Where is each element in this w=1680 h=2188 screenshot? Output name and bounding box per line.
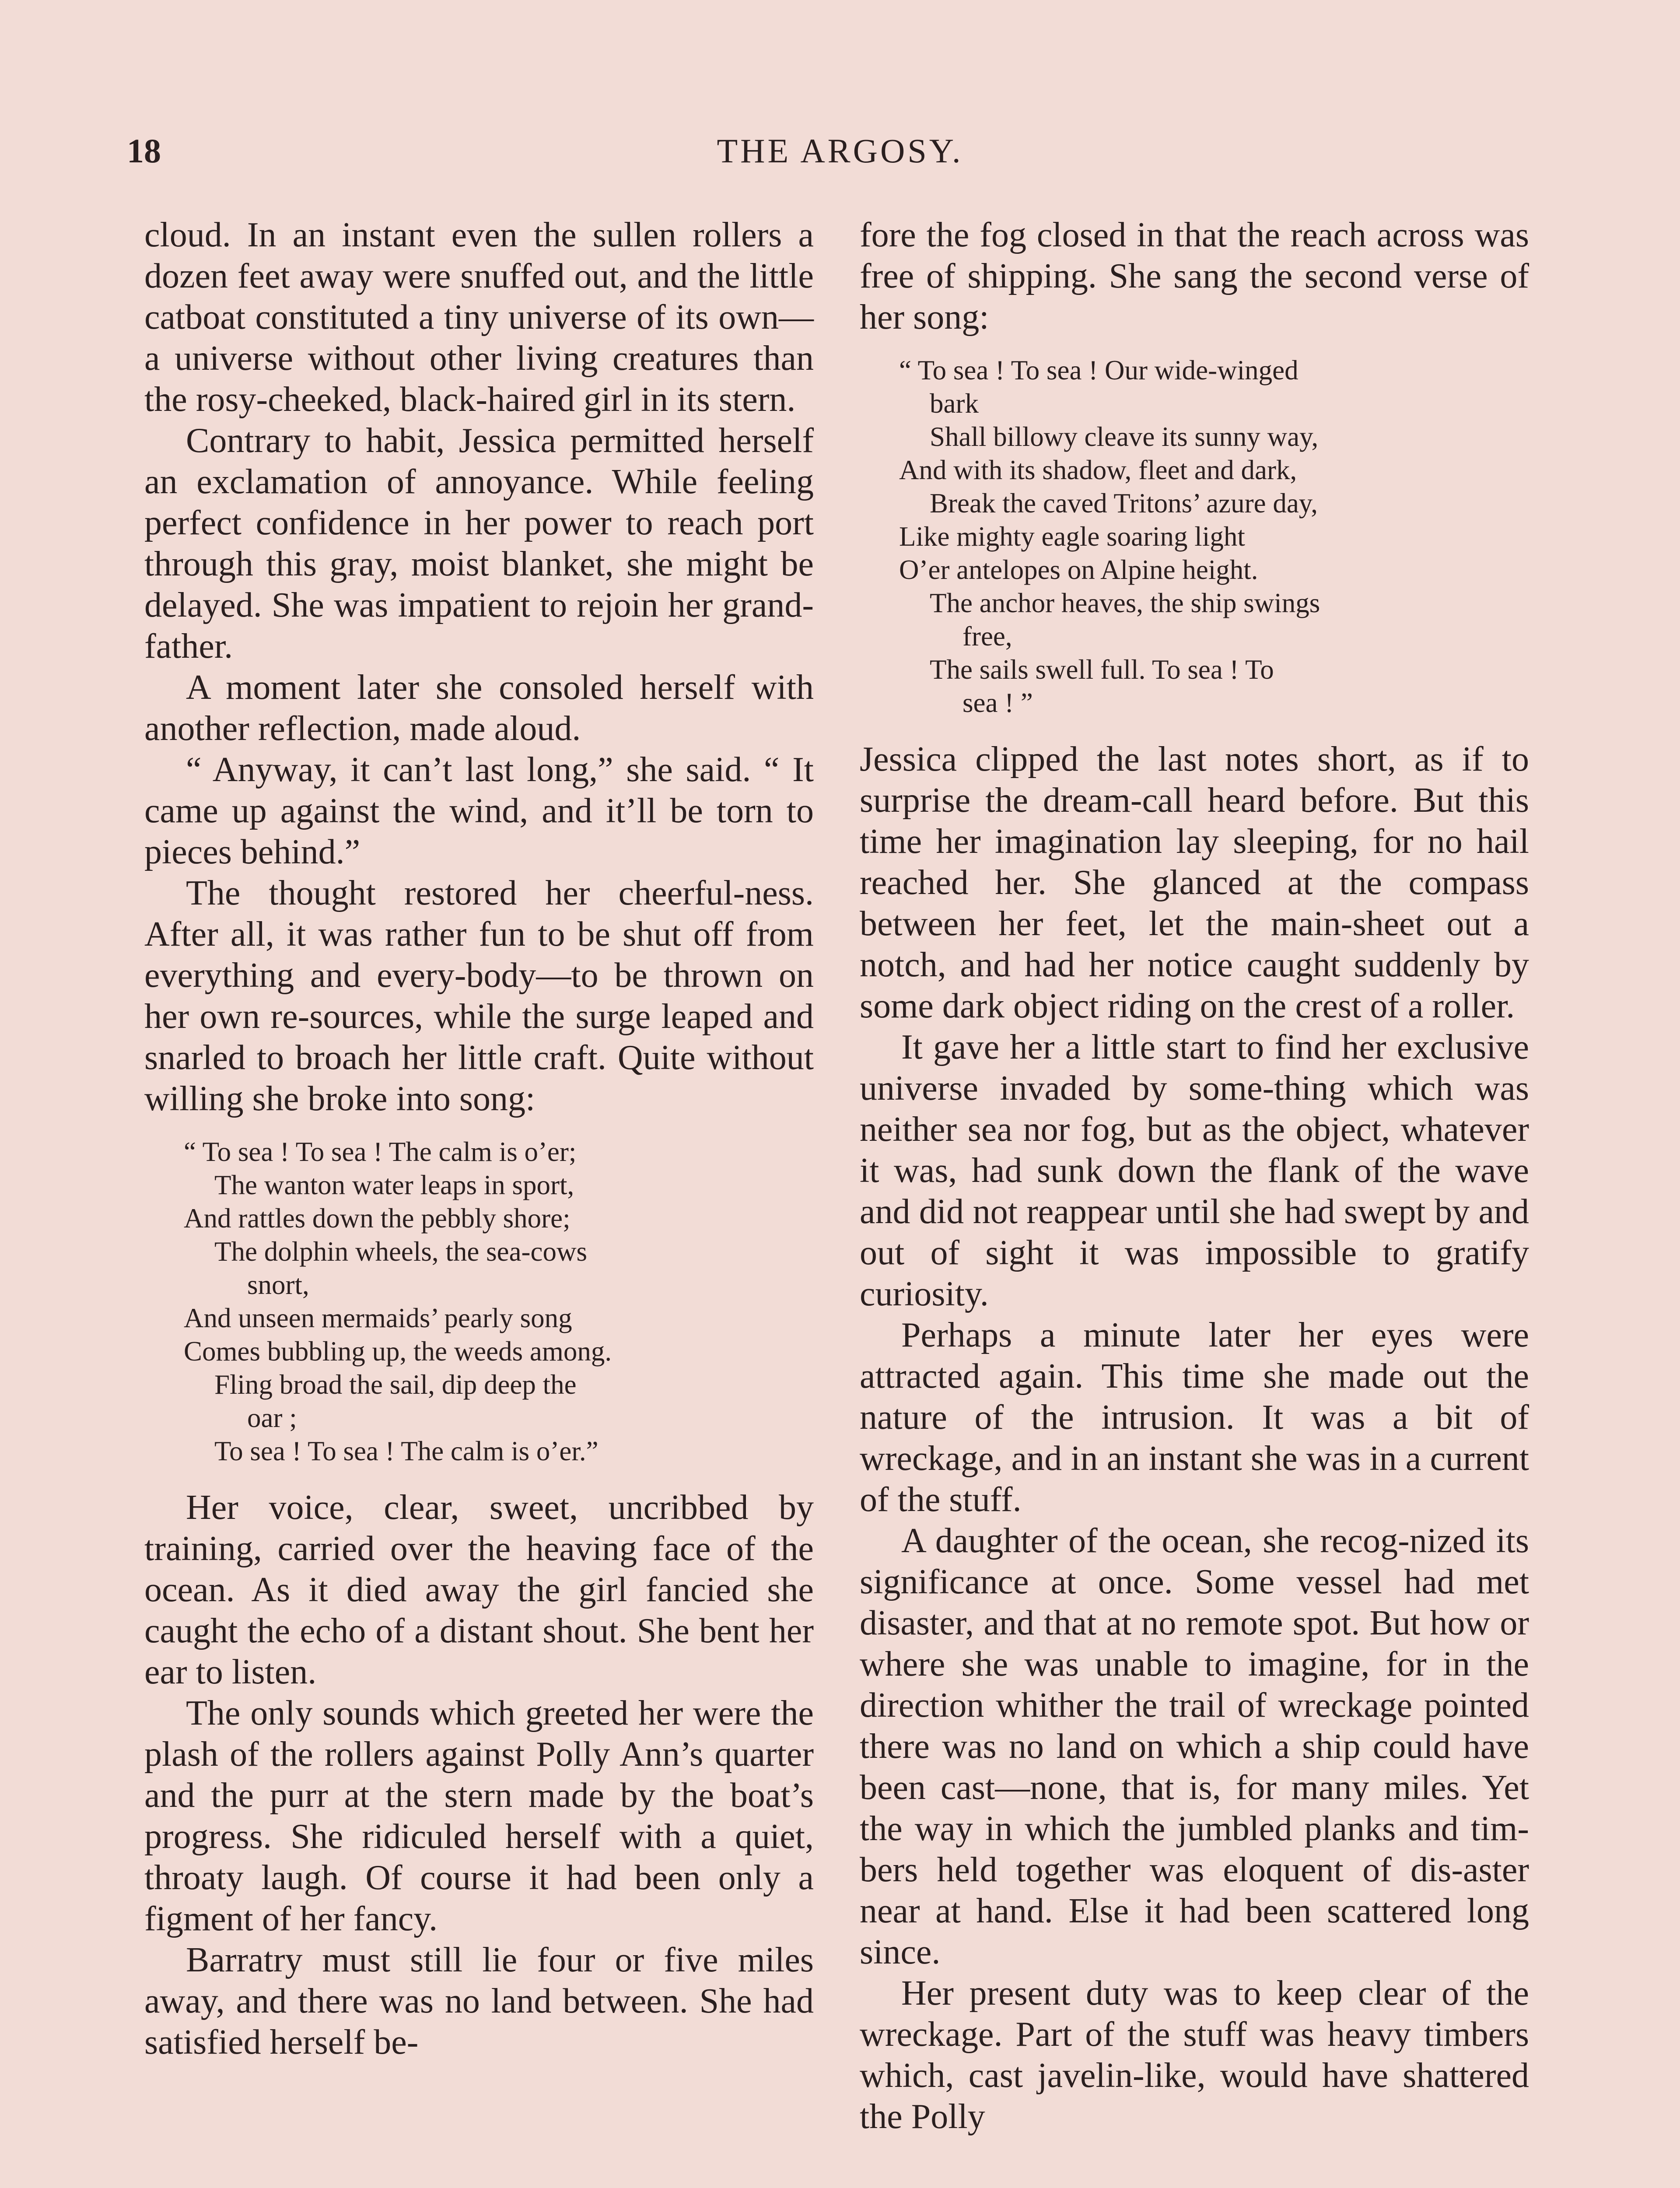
poem-line: sea ! ” (962, 687, 1033, 718)
poem-line: O’er antelopes on Alpine height. (899, 554, 1258, 585)
poem-line: Fling broad the sail, dip deep the (214, 1369, 577, 1400)
paragraph: Jessica clipped the last notes short, as if to surprise the dream-call heard before. But this time her imagination lay sleeping, for no hail reached her. She glanced at the compass between her feet, let the main-sheet out a notch, and had her notice caught suddenly by some dark object riding on the crest of a roller. (860, 740, 1529, 1025)
poem-line: free, (962, 621, 1012, 652)
poem-line: Shall billowy cleave its sunny way, (930, 421, 1319, 452)
paragraph: “ Anyway, it can’t last long,” she said. “ It came up against the wind, and it’ll be torn to pieces behind.” (144, 750, 814, 871)
left-column (144, 214, 814, 2063)
paragraph: Contrary to habit, Jessica permitted herself an exclamation of annoyance. While feeling perfect confidence in her power to reach port through this gray, moist blanket, she might be delayed. She was impatient to rejoin her grand-father. (144, 421, 814, 666)
poem-line: “ To sea ! To sea ! The calm is o’er; (184, 1136, 577, 1167)
running-title: THE ARGOSY. (717, 132, 963, 170)
paragraph: The thought restored her cheerful-ness. After all, it was rather fun to be shut off from everything and every-body—to be thrown on her own re-sources, while the surge leaped and snarled to broach her little craft. Quite without willing she broke into song: (144, 874, 814, 1118)
paragraph: The only sounds which greeted her were the plash of the rollers against Polly Ann’s quarter and the purr at the stern made by the boat’s progress. She ridiculed herself with a quiet, throaty laugh. Of course it had been only a figment of her fancy. (144, 1694, 814, 1938)
poem-stanza (860, 354, 1529, 719)
paragraph: Perhaps a minute later her eyes were attracted again. This time she made out the nature of the intrusion. It was a bit of wreckage, and in an instant she was in a current of the stuff. (860, 1316, 1529, 1519)
poem-line: Comes bubbling up, the weeds among. (184, 1336, 612, 1367)
poem-line: Like mighty eagle soaring light (899, 521, 1245, 552)
page-number: 18 (127, 132, 161, 170)
paragraph: Barratry must still lie four or five miles away, and there was no land between. She had satisfied herself be- (144, 1941, 814, 2062)
paragraph: A moment later she consoled herself with another reflection, made aloud. (144, 668, 814, 748)
poem-line: The wanton water leaps in sport, (214, 1170, 574, 1200)
paragraph: fore the fog closed in that the reach across was free of shipping. She sang the second verse of her song: (860, 216, 1529, 337)
poem-line: And unseen mermaids’ pearly song (184, 1303, 572, 1333)
poem-line: The anchor heaves, the ship swings (930, 588, 1320, 618)
paragraph: Her present duty was to keep clear of the wreckage. Part of the stuff was heavy timbers which, cast javelin-like, would have shattered the Polly (860, 1974, 1529, 2136)
poem-line: The sails swell full. To sea ! To (930, 654, 1274, 685)
paragraph: cloud. In an instant even the sullen rollers a dozen feet away were snuffed out, and the little catboat constituted a tiny universe of its own—a universe without other living creatures than the rosy-cheeked, black-haired girl in its stern. (144, 216, 814, 419)
paragraph: It gave her a little start to find her exclusive universe invaded by some-thing which was neither sea nor fog, but as the object, whatever it was, had sunk down the flank of the wave and did not reappear until she had swept by and out of sight it was impossible to gratify curiosity. (860, 1028, 1529, 1313)
page-header (127, 131, 1553, 184)
poem-line: And rattles down the pebbly shore; (184, 1203, 570, 1234)
poem-line: The dolphin wheels, the sea-cows (214, 1236, 588, 1267)
paragraph: Her voice, clear, sweet, uncribbed by training, carried over the heaving face of the ocean. As it died away the girl fancied she caught the echo of a distant shout. She bent her ear to listen. (144, 1488, 814, 1691)
poem-line: And with its shadow, fleet and dark, (899, 455, 1297, 485)
paragraph: A daughter of the ocean, she recog-nized its significance at once. Some vessel had met disaster, and that at no remote spot. But how or where she was unable to imagine, for in the direction whither the trail of wreckage pointed there was no land on which a ship could have been cast—none, that is, for many miles. Yet the way in which the jumbled planks and tim-bers held together was eloquent of dis-aster near at hand. Else it had been scattered long since. (860, 1522, 1529, 1971)
poem-line: “ To sea ! To sea ! Our wide-winged (899, 355, 1298, 386)
poem-line: oar ; (247, 1403, 297, 1433)
right-column (860, 214, 1529, 2137)
poem-line: To sea ! To sea ! The calm is o’er.” (214, 1436, 598, 1466)
poem-stanza (144, 1135, 814, 1468)
poem-line: snort, (247, 1269, 309, 1300)
poem-line: Break the caved Tritons’ azure day, (930, 488, 1318, 519)
poem-line: bark (930, 388, 979, 419)
